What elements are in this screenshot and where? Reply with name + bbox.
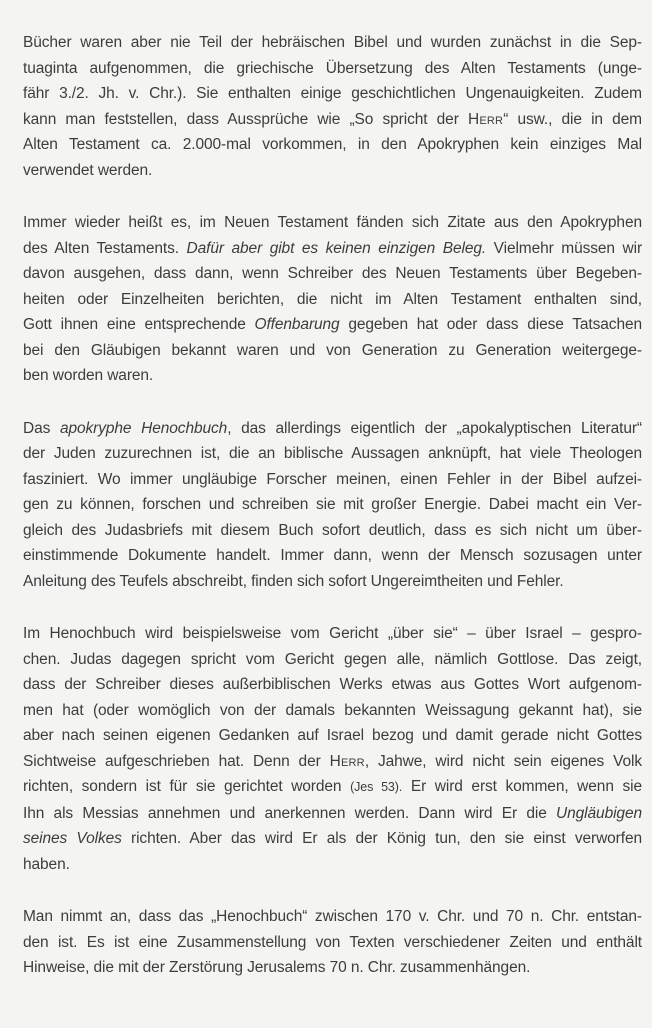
article-text	[23, 30, 642, 981]
text-line	[23, 492, 642, 518]
text-line	[23, 210, 642, 236]
text-run: Ihn als Messias annehmen und anerkennen werden. Dann wird Er die	[23, 804, 557, 822]
text-run: richten. Aber das wird Er als der König tun, den sie einst verworfen	[121, 830, 642, 847]
smallcaps-run: Herr	[329, 752, 365, 770]
text-line	[23, 801, 642, 827]
text-run: fähr 3./2. Jh. v. Chr.). Sie enthalten einige geschichtlichen Ungenauigkeiten. Zudem	[23, 85, 642, 102]
text-line	[23, 723, 642, 749]
text-run: Vielmehr müssen wir	[486, 239, 643, 257]
text-run: “ usw., die in dem	[503, 110, 642, 128]
text-run: gleich des Judasbriefs mit diesem Buch sofort deutlich, dass es sich nicht um über-	[23, 521, 642, 539]
text-line	[23, 363, 642, 389]
text-run: bei den Gläubigen bekannt waren und von Generation zu Generation weitergege-	[23, 341, 642, 359]
text-line	[23, 904, 642, 930]
text-line	[23, 107, 642, 133]
text-line	[23, 158, 642, 184]
text-line	[23, 930, 642, 956]
text-line	[23, 416, 642, 442]
text-line	[23, 955, 642, 981]
text-run: verwendet werden.	[23, 161, 153, 179]
text-line	[23, 647, 642, 673]
text-line	[23, 312, 642, 338]
italic-run: seines Volkes	[23, 830, 122, 847]
text-run: der Juden zuzurechnen ist, die an biblische Aussagen anknüpft, hat viele Theologen	[23, 445, 642, 462]
paragraph-4	[23, 621, 642, 877]
text-run: Im Henochbuch wird beispielsweise vom Gericht „über sie“ – über Israel – gespro-	[23, 625, 642, 642]
text-run: davon ausgehen, dass dann, wenn Schreiber des Neuen Testaments über Begeben-	[23, 265, 642, 282]
text-line	[23, 261, 642, 287]
text-line	[23, 852, 642, 878]
text-line	[23, 338, 642, 364]
text-line	[23, 569, 642, 595]
text-line	[23, 518, 642, 544]
text-line	[23, 236, 642, 262]
text-line	[23, 621, 642, 647]
text-line	[23, 441, 642, 467]
text-run: Alten Testament ca. 2.000-mal vorkommen, in den Apokryphen kein einziges Mal	[23, 136, 642, 153]
text-run: des Alten Testaments.	[23, 239, 187, 257]
italic-run: Dafür aber gibt es keinen einzigen Beleg.	[186, 239, 487, 257]
text-line	[23, 749, 642, 775]
text-run: fasziniert. Wo immer ungläubige Forscher meinen, einen Fehler in der Bibel aufzei-	[23, 470, 642, 488]
text-run: Gott ihnen eine entsprechende	[23, 316, 255, 333]
scripture-reference: (Jes 53).	[350, 780, 403, 794]
smallcaps-run: Herr	[467, 110, 504, 128]
text-run: kann man feststellen, dass Aussprüche wie „So spricht der	[23, 110, 468, 128]
text-line	[23, 826, 642, 852]
italic-run: Ungläubigen	[556, 804, 642, 822]
text-run: dass der Schreiber dieses außerbiblischen Werks etwas aus Gottes Wort aufgenom-	[23, 676, 642, 693]
text-run: tuaginta aufgenommen, die griechische Übersetzung des Alten Testaments (unge-	[23, 59, 642, 77]
text-line	[23, 698, 642, 724]
paragraph-3	[23, 416, 642, 595]
text-run: Hinweise, die mit der Zerstörung Jerusalems 70 n. Chr. zusammenhängen.	[23, 959, 531, 976]
text-line	[23, 30, 642, 56]
text-line	[23, 774, 642, 801]
italic-run: Offenbarung	[254, 316, 340, 333]
text-run: gegeben hat oder dass diese Tatsachen	[339, 316, 643, 333]
text-line	[23, 467, 642, 493]
text-run: richten, sondern ist für sie gerichtet worden	[23, 778, 351, 795]
text-run: Anleitung des Teufels abschreibt, finden sich sofort Ungereimtheiten und Fehler.	[23, 572, 564, 590]
text-run: gen zu können, forschen und schreiben sie mit großer Energie. Dabei macht ein Ver-	[23, 496, 642, 513]
text-run: chen. Judas dagegen spricht vom Gericht gegen alle, nämlich Gottlose. Das zeigt,	[23, 650, 642, 668]
text-line	[23, 81, 642, 107]
text-line	[23, 132, 642, 158]
text-run: Er wird erst kommen, wenn sie	[402, 778, 642, 795]
paragraph-5	[23, 904, 642, 981]
text-run: , das allerdings eigentlich der „apokalyptischen Literatur“	[227, 419, 642, 437]
text-run: ben worden waren.	[23, 367, 154, 384]
text-run: einstimmende Dokumente handelt. Immer dann, wenn der Mensch sozusagen unter	[23, 547, 642, 564]
paragraph-1	[23, 30, 642, 183]
text-line	[23, 672, 642, 698]
text-line	[23, 543, 642, 569]
text-run: heiten oder Einzelheiten berichten, die nicht im Alten Testament enthalten sind,	[23, 290, 642, 308]
text-run: aber nach seinen eigenen Gedanken auf Israel bezog und damit gerade nicht Gottes	[23, 727, 642, 744]
text-line	[23, 56, 642, 82]
italic-run: apokryphe Henochbuch	[59, 419, 228, 437]
text-run: Sichtweise aufgeschrieben hat. Denn der	[23, 752, 330, 770]
text-run: Immer wieder heißt es, im Neuen Testament fänden sich Zitate aus den Apokryphen	[23, 214, 642, 231]
text-run: men hat (oder womöglich von der damals bekannten Weissagung gekannt hat), sie	[23, 701, 642, 719]
paragraph-2	[23, 210, 642, 389]
text-run: den ist. Es ist eine Zusammenstellung von Texten verschiedener Zeiten und enthält	[23, 933, 642, 951]
text-line	[23, 287, 642, 313]
text-run: , Jahwe, wird nicht sein eigenes Volk	[364, 752, 642, 770]
text-run: haben.	[23, 855, 70, 873]
text-run: Bücher waren aber nie Teil der hebräischen Bibel und wurden zunächst in die Sep-	[23, 34, 642, 51]
text-run: Man nimmt an, dass das „Henochbuch“ zwischen 170 v. Chr. und 70 n. Chr. entstan-	[23, 908, 642, 925]
text-run: Das	[23, 419, 60, 437]
